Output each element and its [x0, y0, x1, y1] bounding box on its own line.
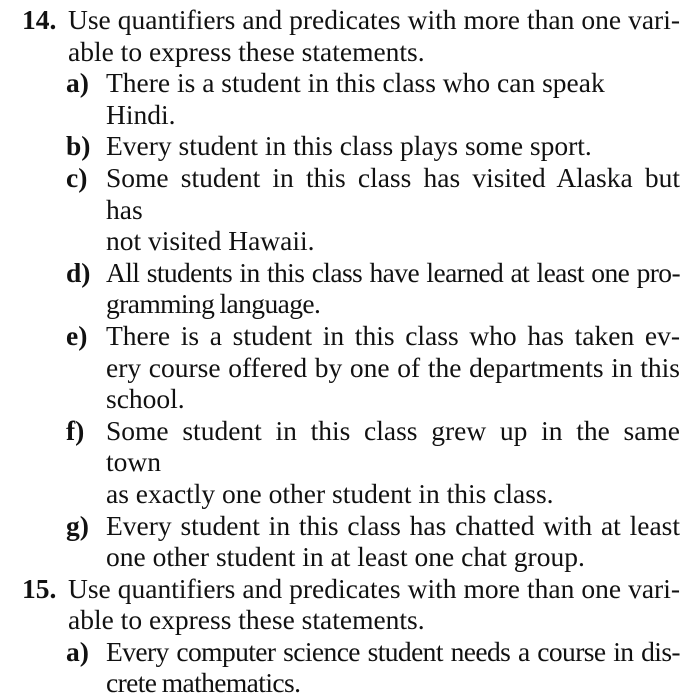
problem-15 — [0, 573, 700, 699]
part-line: school. — [106, 383, 185, 415]
part-d — [0, 257, 700, 320]
problem-parts — [0, 636, 700, 699]
stem-line: Use quantifiers and predicates with more than one vari- — [68, 572, 680, 604]
part-letter: a) — [66, 635, 89, 667]
problem-stem — [68, 573, 680, 636]
part-letter: a) — [66, 67, 89, 99]
problem-14 — [0, 4, 700, 573]
part-text — [106, 510, 680, 573]
part-text — [106, 320, 680, 415]
part-text — [106, 636, 680, 699]
part-letter: g) — [66, 509, 89, 541]
part-text — [106, 162, 680, 257]
stem-line: able to express these statements. — [68, 604, 425, 636]
part-letter: e) — [66, 319, 88, 351]
part-letter: b) — [66, 130, 91, 162]
problem-number: 15. — [22, 572, 57, 604]
part-line: one other student in at least one chat group. — [106, 541, 585, 573]
part-a — [0, 67, 700, 130]
part-line: not visited Hawaii. — [106, 225, 315, 257]
part-e — [0, 320, 700, 415]
part-line: Some student in this class grew up in the same town — [106, 414, 680, 478]
part-line: All students in this class have learned at least one pro- — [106, 256, 680, 288]
part-line: Every student in this class plays some sport. — [106, 130, 592, 162]
part-line: Every student in this class has chatted with at least — [106, 509, 680, 541]
part-b — [0, 130, 700, 162]
part-a — [0, 636, 700, 699]
part-text — [106, 67, 680, 130]
part-line: There is a student in this class who has taken ev- — [106, 319, 680, 351]
problem-parts — [0, 67, 700, 573]
part-g — [0, 510, 700, 573]
stem-line: able to express these statements. — [68, 35, 425, 67]
part-text — [106, 257, 680, 320]
problem-stem — [68, 4, 680, 67]
part-line: Every computer science student needs a course in dis- — [106, 635, 680, 667]
part-c — [0, 162, 700, 257]
part-letter: f) — [66, 414, 85, 446]
part-line: There is a student in this class who can speak Hindi. — [106, 67, 605, 130]
part-text — [106, 415, 680, 510]
part-line: crete mathematics. — [106, 667, 301, 699]
part-letter: c) — [66, 161, 88, 193]
part-line: ery course offered by one of the departments in this — [106, 351, 680, 383]
part-text — [106, 130, 680, 162]
part-line: as exactly one other student in this class. — [106, 477, 554, 509]
stem-line: Use quantifiers and predicates with more than one vari- — [68, 4, 680, 35]
part-f — [0, 415, 700, 510]
part-line: Some student in this class has visited Alaska but has — [106, 161, 680, 225]
part-line: gramming language. — [106, 288, 321, 320]
problem-number: 14. — [22, 4, 57, 35]
part-letter: d) — [66, 256, 91, 288]
